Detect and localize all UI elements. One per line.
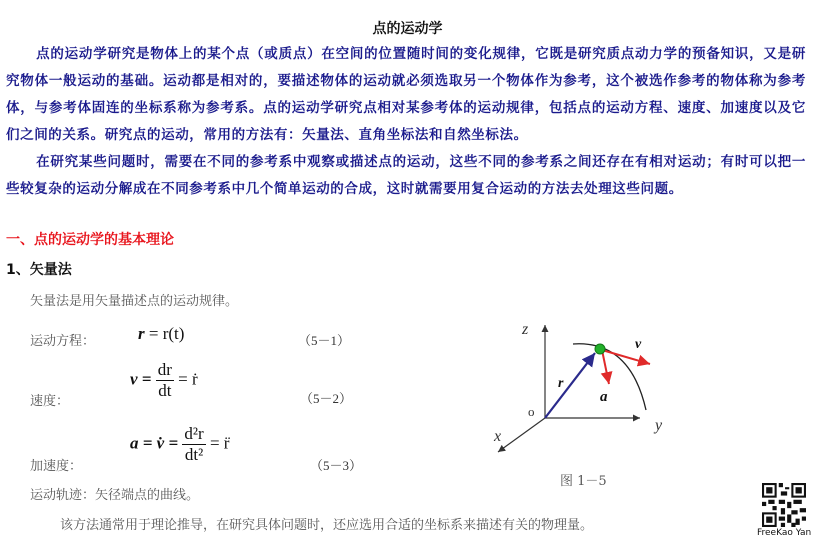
- eq2-fraction: $\frac{dr}{dt}$: [157, 360, 172, 400]
- eq2-formula: v = $\frac{dr}{dt}$ = ṙ: [130, 360, 198, 400]
- r-vector-arrow: [545, 353, 595, 418]
- label-origin: o: [528, 404, 535, 419]
- eq1-label: 运动方程：: [30, 334, 96, 349]
- position-vector-figure: [480, 310, 700, 500]
- eq3-number: （5－3）: [310, 458, 363, 473]
- section-heading: 一、点的运动学的基本理论: [6, 232, 174, 248]
- intro-paragraph-1: 点的运动学研究是物体上的某个点（或质点）在空间的位置随时间的变化规律，它既是研究质点动力学的预备知识，又是研究物体一般运动的基础。运动都是相对的，要描述物体的运动就必须选取另一个物体作为参考，这个被选作参考的物体称为参考体，与参考体固连的坐标系称为参考系。点的运动学研究点相对某参考体的运动规律，包括点的运动方程、速度、加速度以及它们之间的关系。研究点的运动，常用的方法有：矢量法、直角坐标法和自然坐标法。: [6, 46, 806, 143]
- vector-method-description: 矢量法是用矢量描述点的运动规律。: [30, 294, 239, 309]
- axis-x: [498, 418, 545, 452]
- eq1-number: （5－1）: [298, 333, 351, 348]
- v-vector-arrow: [602, 350, 650, 364]
- moving-point: [595, 344, 605, 354]
- label-y: y: [655, 417, 663, 434]
- eq3-formula: a = v̇ = $\frac{\text{d²r}}{\text{dt²}}$ = r̈: [130, 424, 230, 464]
- label-a: a: [600, 389, 608, 405]
- label-z: z: [522, 321, 529, 338]
- label-v: v: [635, 337, 642, 352]
- a-vector-arrow: [602, 350, 609, 384]
- watermark-label: FreeKao Yan: [757, 528, 812, 538]
- figure-caption: 图 1－5: [560, 474, 607, 489]
- subsection-heading: 1、矢量法: [6, 262, 72, 278]
- method-note: 该方法通常用于理论推导，在研究具体问题时，还应选用合适的坐标系来描述有关的物理量。: [60, 518, 594, 533]
- eq1-formula: r = r(t): [138, 324, 185, 343]
- eq2-label: 速度：: [30, 394, 70, 409]
- eq2-number: （5－2）: [300, 391, 353, 406]
- label-x: x: [494, 428, 502, 445]
- intro-paragraph-2: 在研究某些问题时，需要在不同的参考系中观察或描述点的运动，这些不同的参考系之间还存在有相对运动；有时可以把一些较复杂的运动分解成在不同参考系中几个简单运动的合成，这时就需要用复合运动的方法去处理这些问题。: [6, 154, 806, 197]
- trajectory-curve: [573, 344, 646, 410]
- trajectory-text: 运动轨迹：矢径端点的曲线。: [30, 488, 200, 503]
- qr-code: [762, 483, 806, 527]
- eq3-label: 加速度：: [30, 459, 83, 474]
- page-title: 点的运动学: [372, 21, 443, 37]
- label-r: r: [558, 376, 564, 391]
- eq3-fraction: $\frac{\text{d²r}}{\text{dt²}}$: [184, 424, 204, 464]
